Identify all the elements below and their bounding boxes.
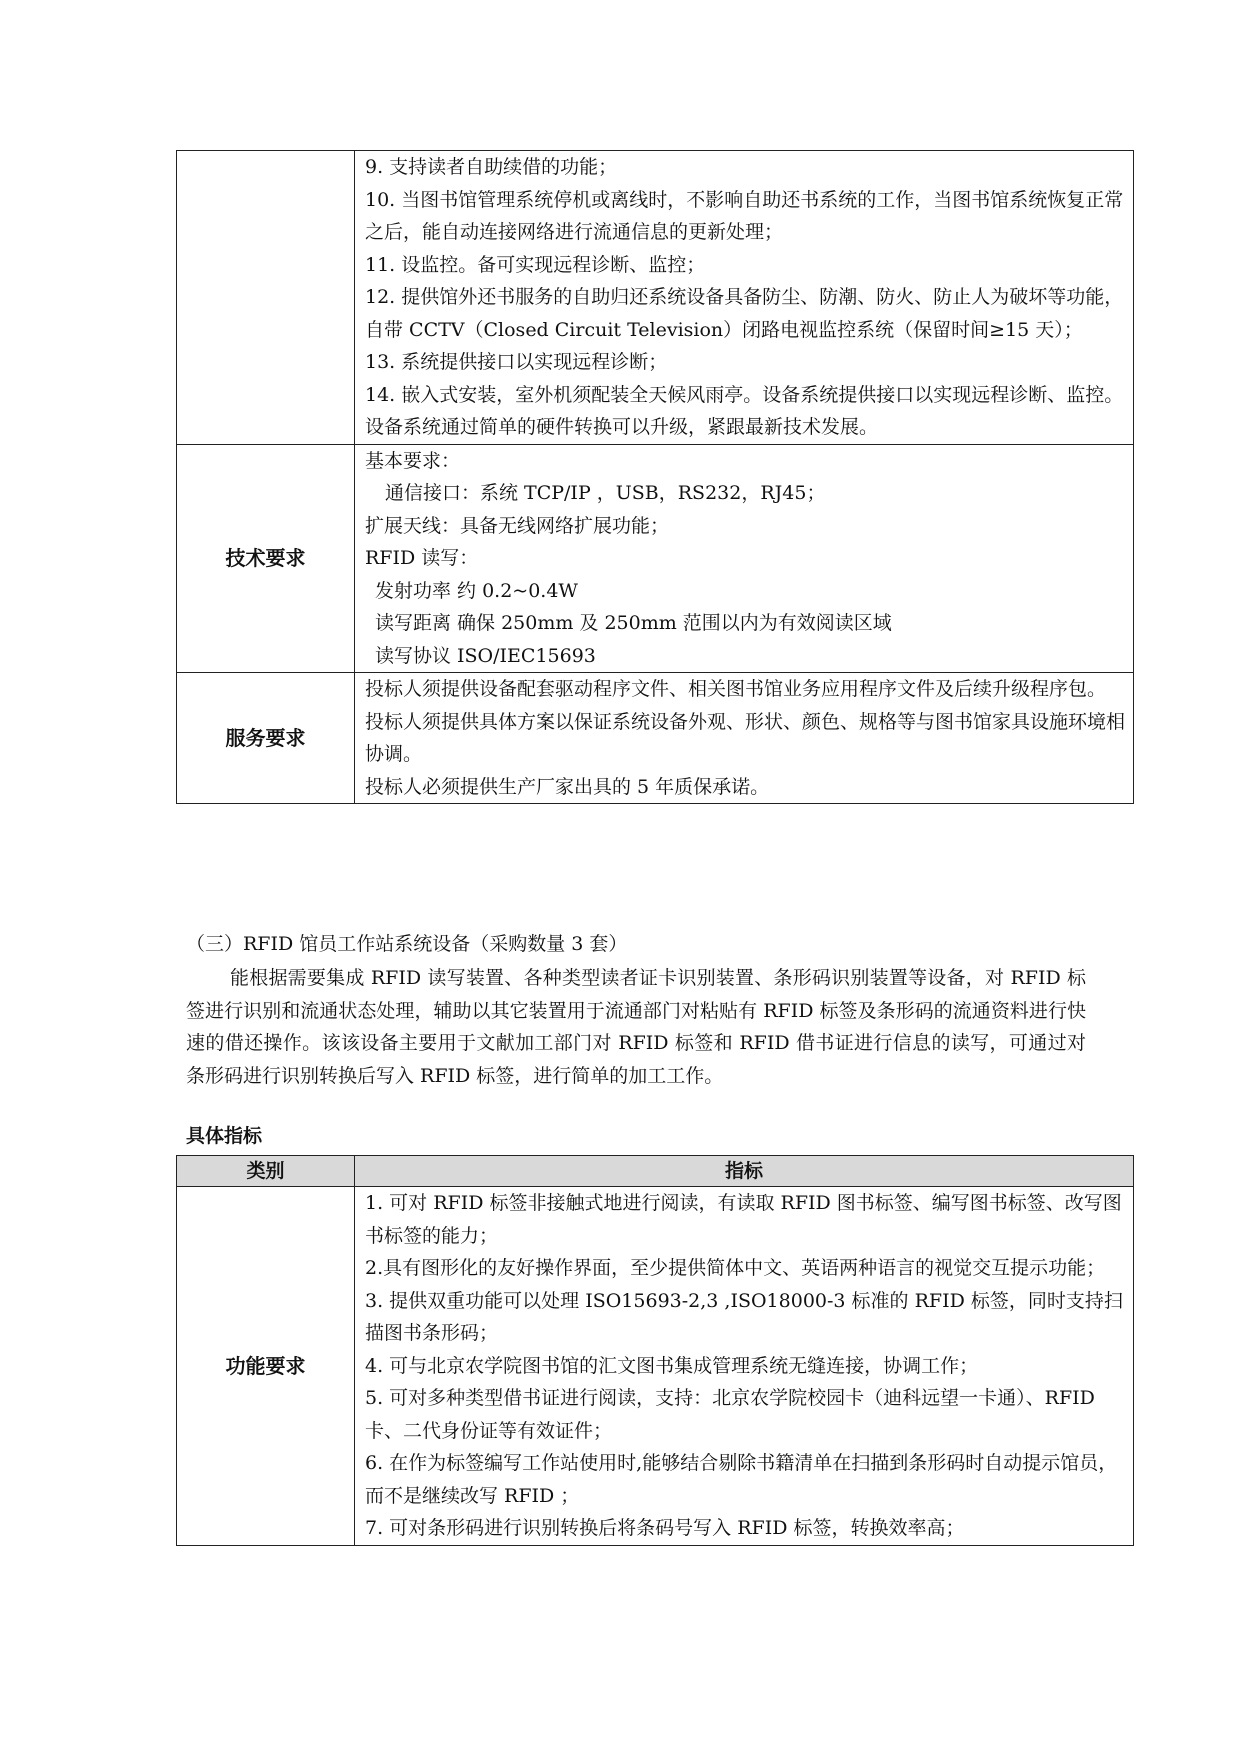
- spec-table-continued: [176, 150, 1134, 804]
- list-item: 投标人必须提供生产厂家出具的 5 年质保承诺。: [365, 775, 770, 798]
- list-item: 3. 提供双重功能可以处理 ISO15693-2,3 ,ISO18000-3 标准的 RFID 标签，同时支持扫描图书条形码；: [365, 1289, 1123, 1344]
- header-category: 类别: [177, 1156, 355, 1187]
- spec-table-workstation: [176, 1155, 1134, 1546]
- indicator-cell: [355, 444, 1134, 673]
- indicator-cell: [355, 673, 1134, 804]
- list-item: 11. 设监控。备可实现远程诊断、监控；: [365, 253, 706, 276]
- category-cell-tech: 技术要求: [177, 444, 355, 673]
- list-item: 6. 在作为标签编写工作站使用时,能够结合剔除书籍清单在扫描到条形码时自动提示馆员，而不是继续改写 RFID ；: [365, 1452, 1118, 1507]
- table-row-tech: [177, 444, 1134, 673]
- section-title: （三）RFID 馆员工作站系统设备（采购数量 3 套）: [186, 933, 628, 955]
- header-indicator: 指标: [355, 1156, 1134, 1187]
- category-cell-empty: [177, 151, 355, 445]
- table-header-row: [177, 1156, 1134, 1187]
- list-item: 2.具有图形化的友好操作界面，至少提供简体中文、英语两种语言的视觉交互提示功能；: [365, 1257, 1106, 1279]
- indicator-cell: [355, 1187, 1134, 1546]
- table-row-service: [177, 673, 1134, 804]
- list-item: 扩展天线：具备无线网络扩展功能；: [365, 514, 670, 537]
- list-item: 10. 当图书馆管理系统停机或离线时，不影响自助还书系统的工作，当图书馆系统恢复正常之后，能自动连接网络进行流通信息的更新处理；: [365, 188, 1124, 243]
- list-item: 投标人须提供具体方案以保证系统设备外观、形状、颜色、规格等与图书馆家具设施环境相协调。: [365, 710, 1126, 765]
- table-row-continued: [177, 151, 1134, 445]
- section-paragraph: 能根据需要集成 RFID 读写装置、各种类型读者证卡识别装置、条形码识别装置等设备，对 RFID 标签进行识别和流通状态处理，辅助以其它装置用于流通部门对粘贴有 RFID 标签及条形码的流通资料进行快速的借还操作。该该设备主要用于文献加工部门对 RFID 标签和 RFID 借书证进行信息的读写，可通过对条形码进行识别转换后写入 RFID 标签，进行简单的加工工作。: [186, 967, 1086, 1087]
- subheading: 具体指标: [186, 1125, 263, 1147]
- list-item: 投标人须提供设备配套驱动程序文件、相关图书馆业务应用程序文件及后续升级程序包。: [365, 678, 1107, 700]
- list-item: RFID 读写：: [365, 547, 479, 569]
- list-item: 14. 嵌入式安装，室外机须配装全天候风雨亭。设备系统提供接口以实现远程诊断、监控。: [365, 383, 1124, 406]
- indicator-cell: [355, 151, 1134, 445]
- list-item: 1. 可对 RFID 标签非接触式地进行阅读，有读取 RFID 图书标签、编写图书标签、改写图书标签的能力；: [365, 1192, 1122, 1247]
- list-item: 5. 可对多种类型借书证进行阅读，支持：北京农学院校园卡（迪科远望一卡通）、RFID 卡、二代身份证等有效证件；: [365, 1387, 1095, 1442]
- list-item: 设备系统通过简单的硬件转换可以升级，紧跟最新技术发展。: [365, 416, 879, 438]
- list-item: 9. 支持读者自助续借的功能；: [365, 156, 618, 178]
- category-cell-service: 服务要求: [177, 673, 355, 804]
- list-item: 7. 可对条形码进行识别转换后将条码号写入 RFID 标签，转换效率高；: [365, 1517, 965, 1539]
- category-cell-function: 功能要求: [177, 1187, 355, 1546]
- list-item: 发射功率 约 0.2~0.4W: [375, 579, 578, 602]
- list-item: 读写协议 ISO/IEC15693: [375, 644, 596, 667]
- list-item: 13. 系统提供接口以实现远程诊断；: [365, 351, 668, 373]
- list-item: 通信接口：系统 TCP/IP ，USB，RS232，RJ45；: [385, 482, 826, 504]
- list-item: 4. 可与北京农学院图书馆的汇文图书集成管理系统无缝连接，协调工作；: [365, 1354, 979, 1377]
- table-row-function: [177, 1187, 1134, 1546]
- list-item: 基本要求：: [365, 449, 461, 472]
- list-item: 12. 提供馆外还书服务的自助归还系统设备具备防尘、防潮、防火、防止人为破坏等功能，自带 CCTV（Closed Circuit Television）闭路电视监控系统（保留时间≥15 天）；: [365, 286, 1124, 341]
- list-item: 读写距离 确保 250mm 及 250mm 范围以内为有效阅读区域: [375, 612, 892, 634]
